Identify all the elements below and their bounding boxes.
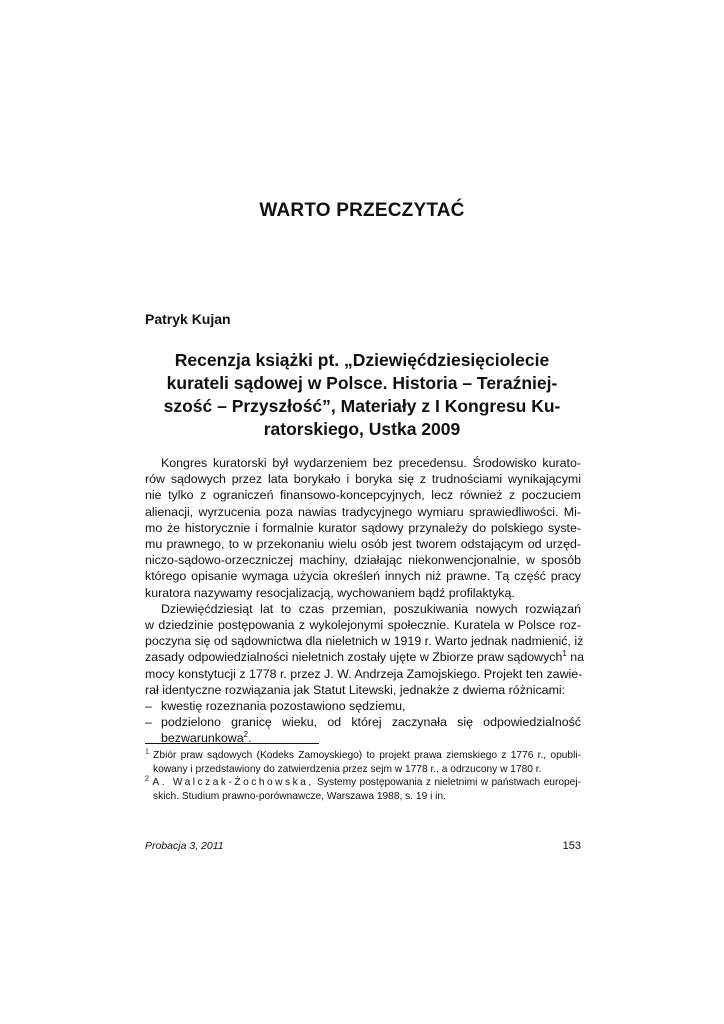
paragraph-line: kuratora nazywamy resocjalizacją, wychowaniem bądź profilaktyką. [145,585,515,600]
footnote-mark: 1 [145,748,149,756]
author-name: Patryk Kujan [145,311,231,327]
title-line: szość – Przyszłość”, Materiały z I Kongresu Ku- [163,396,561,416]
footnote-text: Zbiór praw sądowych (Kodeks Zamoyskiego) to projekt prawa ziemskiego z 1776 r., opubli- [148,750,581,761]
paragraph-line: mo że historycznie i formalnie kurator sądowy przynależy do polskiego syste- [145,520,581,535]
paragraph-line: w dziedzinie postępowania z wykolejonymi społecznie. Kuratela w Polsce roz- [145,618,581,633]
review-title [145,349,579,441]
footnote-text: Systemy postępowania z nieletnimi w państwach europej- [313,777,581,788]
section-heading: WARTO PRZECZYTAĆ [259,200,465,221]
paragraph-line: rów sądowych przez lata borykało i boryka się z trudnościami wynikającymi [145,472,581,487]
line-text: . [248,731,252,746]
title-line: kurateli sądowej w Polsce. Historia – Teraźniej- [166,373,558,393]
paragraph-line: mocy konstytucji z 1778 r. przez J. W. Andrzeja Zamojskiego. Projekt ten zawie- [145,666,583,681]
list-item-text [161,730,581,746]
paragraph-1 [145,455,581,601]
footnote-divider [145,743,319,744]
paragraph-line: Kongres kuratorski był wydarzeniem bez precedensu. Środowisko kurato- [161,456,581,470]
footnote-2 [145,776,581,790]
footnote-ref-1[interactable]: 1 [562,649,567,659]
footnotes [145,749,581,803]
paragraph-line: którego opisanie wymaga użycia określeń innych niż prawne. Tą część pracy [145,569,581,584]
dash-list [145,698,581,747]
line-text: na [566,650,585,665]
paragraph-line [145,649,585,665]
title-line: ratorskiego, Ustka 2009 [263,419,461,439]
footnote-author: A. Walczak-Żochowska, [152,777,314,788]
title-line: Recenzja książki pt. „Dziewięćdziesięciolecie [174,350,550,370]
footnote-2-continued: skich. Studium prawno-porównawcze, Warszawa 1988, s. 19 i in. [153,790,446,802]
footnote-1-continued: kowany i przedstawiony do zatwierdzenia przez sejm w 1778 r., a odrzucony w 1780 r. [153,763,542,775]
paragraph-line: rał identyczne rozwiązania jak Statut Litewski, jednakże z dwiema różnicami: [145,682,566,697]
line-text: zasady odpowiedzialności nieletnich zostały ujęte w Zbiorze praw sądowych [145,650,563,665]
page-number: 153 [562,840,581,852]
paragraph-line: nie tylko z ograniczeń finansowo-koncepcyjnych, lecz również z poczuciem [145,488,581,503]
list-item [145,714,581,746]
paragraph-line: Dziewięćdziesiąt lat to czas przemian, poszukiwania nowych rozwiązań [161,601,581,616]
footnote-1 [145,749,581,763]
list-dash: – [145,715,152,730]
list-item [145,698,581,714]
list-dash: – [145,699,152,714]
journal-footer: Probacja 3, 2011 [145,840,224,852]
body-text [145,455,585,747]
line-text: bezwarunkowa [161,731,244,746]
paragraph-line: alienacji, wyrzucenia poza nawias tradycyjnego wymiaru sprawiedliwości. Mi- [145,504,581,519]
list-item-text: kwestię rozeznania pozostawiono sędziemu, [161,699,406,714]
paragraph-line: niczo-sądowo-orzeczniczej machiny, działając niekonwencjonalnie, w sposób [145,553,581,568]
footnote-mark: 2 [145,775,149,783]
list-item-text: podzielono granicę wieku, od której zaczynała się odpowiedzialność [161,715,581,730]
paragraph-2 [145,601,585,698]
footnote-ref-2[interactable]: 2 [243,730,249,740]
paragraph-line: mu prawnego, to w przekonaniu wielu osób jest tworem odstającym od urzęd- [145,537,581,552]
paragraph-line: poczyna się od sądownictwa dla nieletnich w 1919 r. Warto jednak nadmienić, iż [145,634,584,649]
